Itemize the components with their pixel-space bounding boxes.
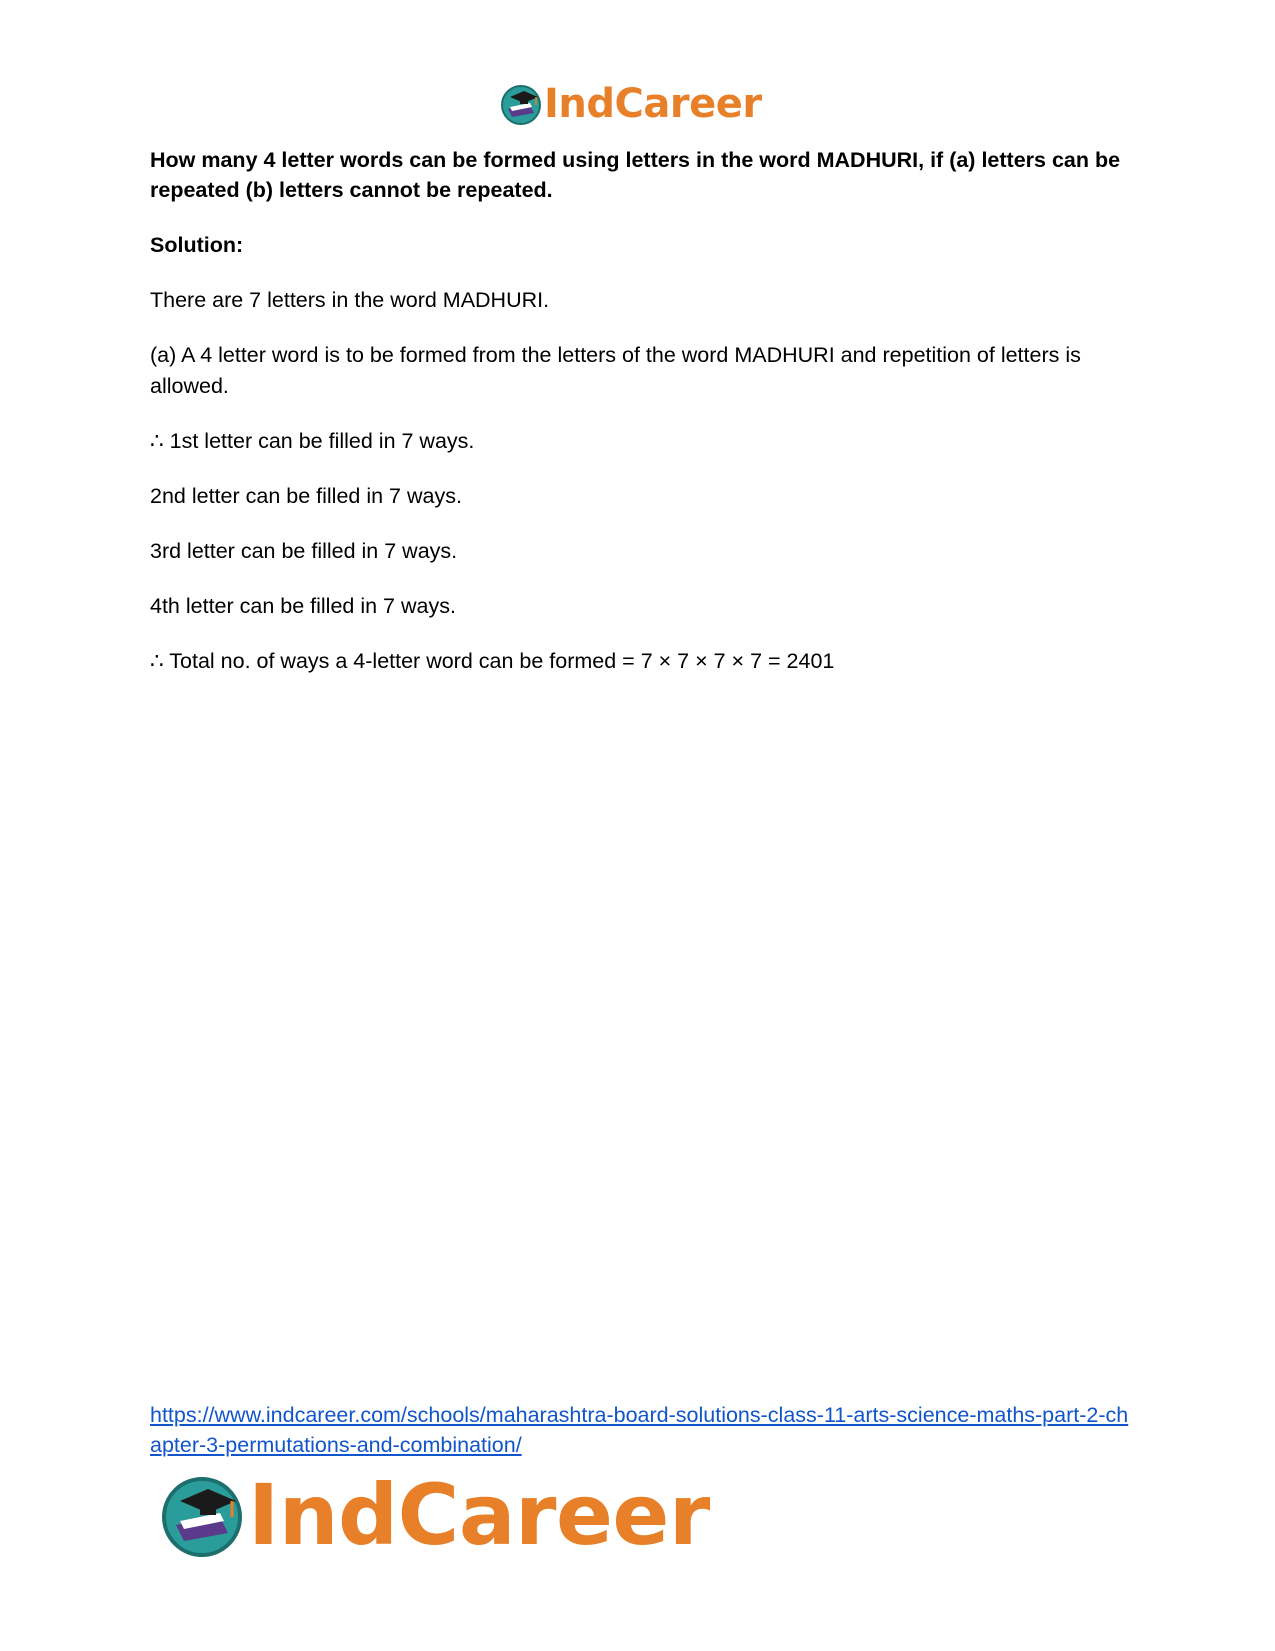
solution-heading: Solution: xyxy=(150,233,244,257)
solution-paragraph: (a) A 4 letter word is to be formed from the letters of the word MADHURI and repetition of letters is allowed. xyxy=(150,343,1081,398)
footer-logo-text: IndCareer xyxy=(248,1466,710,1564)
source-link[interactable]: https://www.indcareer.com/schools/maharashtra-board-solutions-class-11-arts-science-maths-part-2-chapter-3-permutations-and-combination/ xyxy=(150,1403,1129,1457)
graduation-book-icon xyxy=(160,1473,244,1557)
question-text: How many 4 letter words can be formed using letters in the word MADHURI, if (a) letters can be repeated (b) letters cannot be repeated. xyxy=(150,148,1121,202)
solution-paragraph: ∴ 1st letter can be filled in 7 ways. xyxy=(150,429,475,453)
header-logo-text: IndCareer xyxy=(544,81,762,127)
footer-logo xyxy=(160,1466,710,1564)
graduation-book-icon xyxy=(500,83,542,125)
solution-paragraph: There are 7 letters in the word MADHURI. xyxy=(150,288,550,312)
solution-paragraph: 4th letter can be filled in 7 ways. xyxy=(150,594,456,618)
solution-paragraph: ∴ Total no. of ways a 4-letter word can be formed = 7 × 7 × 7 × 7 = 2401 xyxy=(150,649,835,673)
solution-paragraph: 3rd letter can be filled in 7 ways. xyxy=(150,539,458,563)
header-logo xyxy=(500,80,762,128)
solution-paragraph: 2nd letter can be filled in 7 ways. xyxy=(150,484,462,508)
document-content xyxy=(150,145,1130,701)
